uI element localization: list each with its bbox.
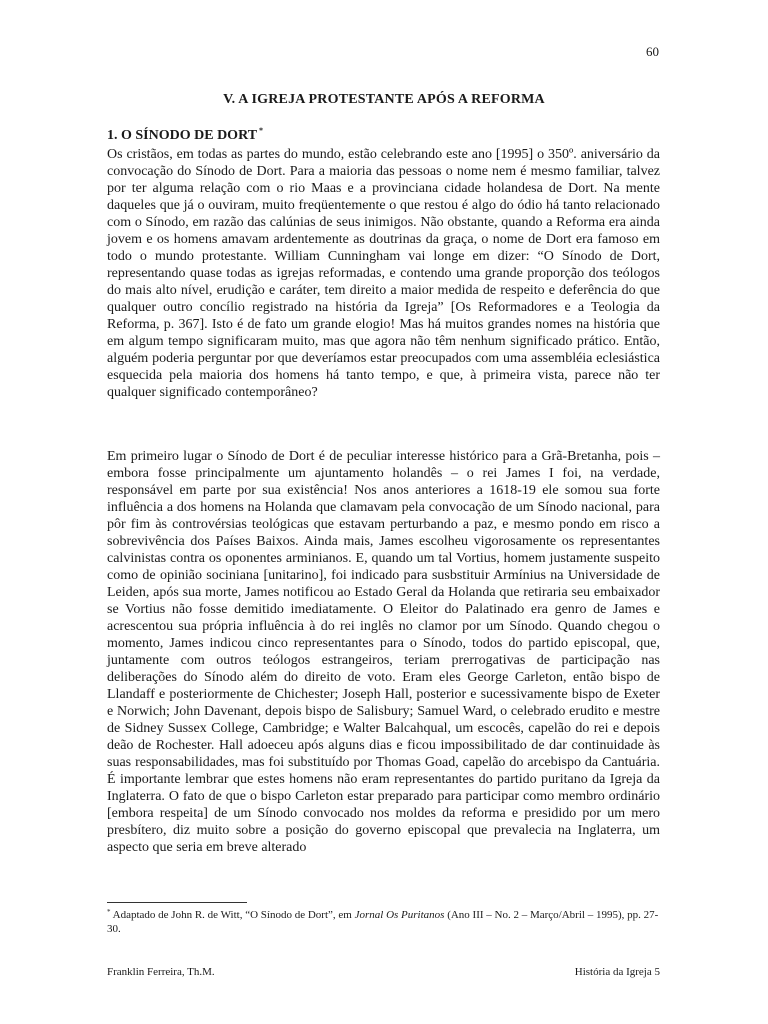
section-title <box>107 126 263 144</box>
footnote-marker: * <box>107 908 111 916</box>
footnote-text-after: (Ano III – No. 2 – Março/Abril – 1995), pp. 27-30. <box>107 909 659 935</box>
footer-course: História da Igreja 5 <box>574 966 660 978</box>
body-paragraph-1: Os cristãos, em todas as partes do mundo, estão celebrando este ano [1995] o 350º. aniversário da convocação do Sínodo de Dort. Para a maioria das pessoas o nome nem é mesmo familiar, talvez por ter alguma relação com o rio Maas e a provinciana cidade holandesa de Dort. Na mente daqueles que já o ouviram, muito freqüentemente o que restou é algo do ódio há tanto relacionado com o Sínodo, em razão das calúnias de seus inimigos. Não obstante, quando a Reforma era ainda jovem e os homens amavam ardentemente as doutrinas da graça, o nome de Dort era famoso em todo o mundo protestante. William Cunningham vai longe em dizer: “O Sínodo de Dort, representando quase todas as igrejas reformadas, e contendo uma grande proporção dos teólogos do mais alto nível, erudição e caráter, tem direito a maior medida de respeito e deferência do que qualquer outro concílio registrado na história da Igreja” [Os Reformadores e a Teologia da Reforma, p. 367]. Isto é de fato um grande elogio! Mas há muitos grandes nomes na história que em algum tempo significaram muito, mas que agora não têm nenhum significado prático. Então, alguém poderia perguntar por que deveríamos estar preocupados com uma assembléia eclesiástica esquecida pela maioria dos homens há tanto tempo, e que, à primeira vista, parece não ter qualquer significado contemporâneo? <box>107 147 660 400</box>
footnote-text-before: Adaptado de John R. de Witt, “O Sínodo de Dort”, em <box>112 909 355 921</box>
footnote-divider <box>107 902 247 903</box>
chapter-title: V. A IGREJA PROTESTANTE APÓS A REFORMA <box>223 92 545 107</box>
body-paragraph-2: Em primeiro lugar o Sínodo de Dort é de peculiar interesse histórico para a Grã-Bretanha, pois – embora fosse principalmente um ajuntamento holandês – o rei James I foi, na verdade, responsável em parte por sua existência! Nos anos anteriores a 1618-19 ele somou sua forte influência a dos homens na Holanda que clamavam pela convocação de um Sínodo nacional, para pôr fim às controvérsias teológicas que estavam perturbando a paz, e mesmo pondo em risco a sobrevivência dos Países Baixos. Ainda mais, James escolheu vigorosamente os representantes calvinistas contra os oponentes arminianos. E, quando um tal Vortius, homem justamente suspeito como de opinião sociniana [unitarino], foi indicado para susbstituir Armínius na Universidade de Leiden, após sua morte, James notificou ao Estado Geral da Holanda que retiraria seu embaixador se Vortius não fosse demitido imediatamente. O Eleitor do Palatinado era genro de James e acrescentou sua própria influência à do rei inglês no clamor por um Sínodo. Quando chegou o momento, James indicou cinco representantes para o Sínodo, todos do partido episcopal, que, juntamente com outros teólogos estrangeiros, teriam prerrogativas de participação nas deliberações do Sínodo além do direito de voto. Eram eles George Carleton, então bispo de Llandaff e posteriormente de Chichester; Joseph Hall, posterior e sucessivamente bispo de Exeter e Norwich; John Davenant, depois bispo de Salisbury; Samuel Ward, o celebrado erudito e mestre de Sidney Sussex College, Cambridge; e Walter Balcahqual, um escocês, capelão do rei e depois deão de Rochester. Hall adoeceu após alguns dias e ficou impossibilitado de dar continuidade às suas responsabilidades, mas foi substituído por Thomas Goad, capelão do arcebispo da Cantuária. É importante lembrar que estes homens não eram representantes do partido puritano da Igreja da Inglaterra. O fato de que o bispo Carleton estar preparado para participar como membro ordinário [embora respeita] de um Sínodo convocado nos moldes da reforma e presidido por um mero presbítero, diz muito sobre a posição do governo episcopal que prevalecia na Inglaterra, um aspecto que seria em breve alterado <box>107 449 660 855</box>
footer-author: Franklin Ferreira, Th.M. <box>107 966 215 978</box>
section-title-text: 1. O SÍNODO DE DORT <box>107 128 258 143</box>
footnote-reference[interactable]: * <box>259 126 264 135</box>
footnote <box>107 905 660 936</box>
page-number: 60 <box>646 44 659 59</box>
footnote-journal: Jornal Os Puritanos <box>354 909 445 921</box>
